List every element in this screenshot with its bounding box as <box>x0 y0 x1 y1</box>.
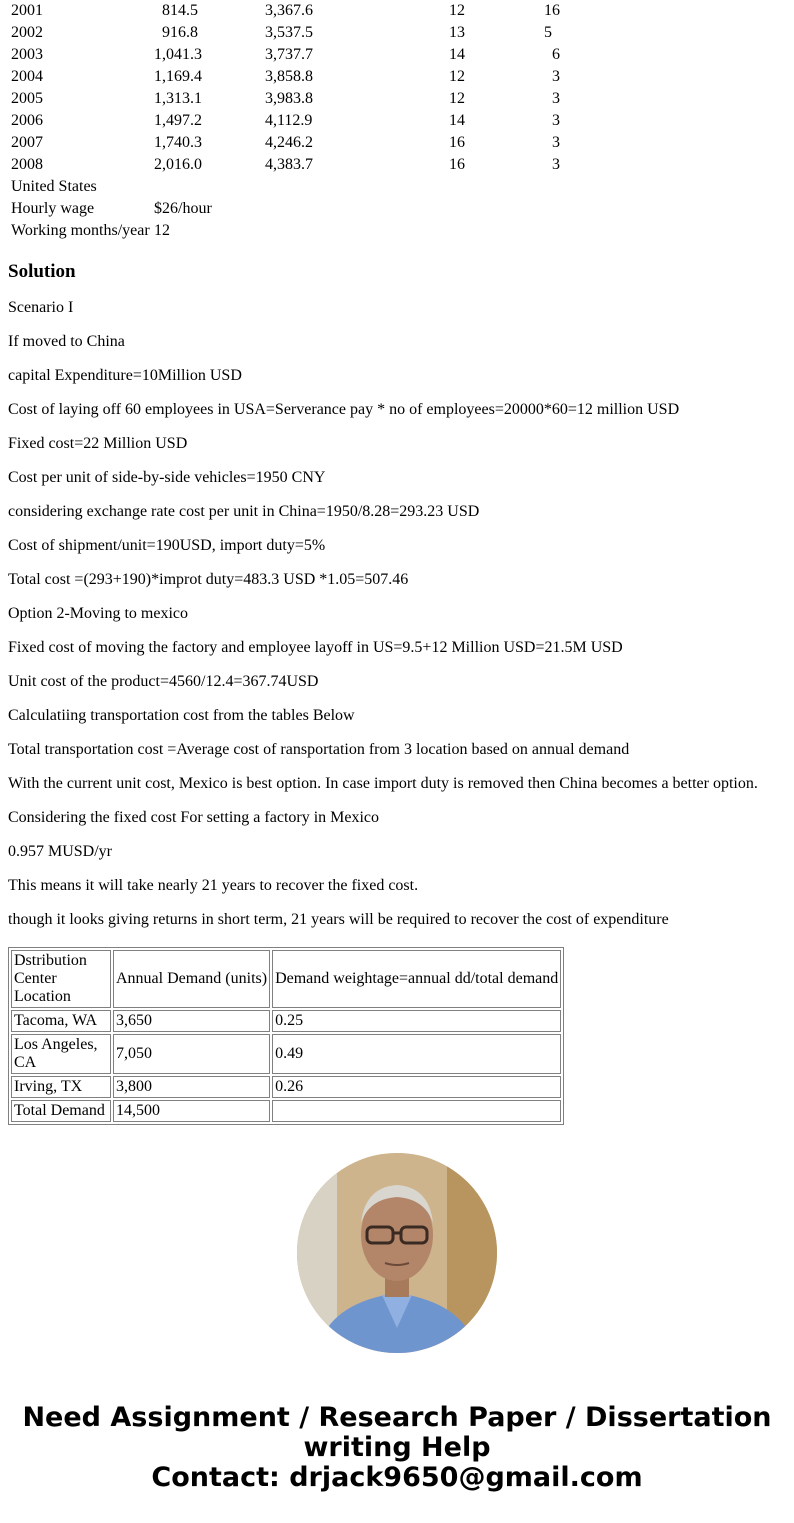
table-cell: Total Demand <box>11 1100 111 1122</box>
year-cell: 2008 <box>11 156 43 173</box>
value-cell: 4,383.7 <box>265 156 313 173</box>
footer-contact-email: Contact: drjack9650@gmail.com <box>151 1462 643 1493</box>
table-cell: 3,800 <box>113 1076 270 1098</box>
table-row <box>11 1100 561 1122</box>
value-cell: 814.5 <box>162 2 198 19</box>
table-cell: 0.25 <box>272 1010 561 1032</box>
table-cell <box>272 1100 561 1122</box>
country-label: United States <box>11 178 97 195</box>
value-cell: 1,041.3 <box>154 46 202 63</box>
value-cell: 16 <box>449 156 465 173</box>
value-cell: 1,169.4 <box>154 68 202 85</box>
value-cell: 3 <box>552 134 560 151</box>
table-row <box>11 1076 561 1098</box>
table-cell: Irving, TX <box>11 1076 111 1098</box>
solution-line: Scenario I <box>8 299 74 316</box>
solution-line: Cost of laying off 60 employees in USA=Serverance pay * no of employees=20000*60=12 million USD <box>8 401 680 418</box>
year-cell: 2001 <box>11 2 43 19</box>
value-cell: 3 <box>552 112 560 129</box>
wage-label: Hourly wage <box>11 200 95 217</box>
demand-table <box>8 947 564 1125</box>
value-cell: 3 <box>552 90 560 107</box>
table-row <box>11 1034 561 1074</box>
table-row <box>11 1010 561 1032</box>
value-cell: 3,983.8 <box>265 90 313 107</box>
solution-line: With the current unit cost, Mexico is best option. In case import duty is removed then China becomes a better option. <box>8 775 758 792</box>
solution-line: Fixed cost=22 Million USD <box>8 435 188 452</box>
value-cell: 4,246.2 <box>265 134 313 151</box>
value-cell: 12 <box>449 68 465 85</box>
solution-line: 0.957 MUSD/yr <box>8 843 113 860</box>
value-cell: 14 <box>449 46 465 63</box>
wage-value: $26/hour <box>154 200 212 217</box>
table-cell: 0.26 <box>272 1076 561 1098</box>
value-cell: 2,016.0 <box>154 156 202 173</box>
solution-line: Cost of shipment/unit=190USD, import duty=5% <box>8 537 326 554</box>
solution-line: Option 2-Moving to mexico <box>8 605 188 622</box>
table-cell: 14,500 <box>113 1100 270 1122</box>
solution-line: considering exchange rate cost per unit in China=1950/8.28=293.23 USD <box>8 503 480 520</box>
value-cell: 12 <box>449 90 465 107</box>
value-cell: 1,497.2 <box>154 112 202 129</box>
header-cell: Dstribution Center Location <box>11 950 111 1008</box>
table-cell: Tacoma, WA <box>11 1010 111 1032</box>
value-cell: 12 <box>449 2 465 19</box>
avatar-image <box>297 1153 497 1353</box>
footer-contact <box>0 1403 794 1493</box>
year-cell: 2003 <box>11 46 43 63</box>
solution-line: Cost per unit of side-by-side vehicles=1950 CNY <box>8 469 326 486</box>
header-cell: Demand weightage=annual dd/total demand <box>272 950 561 1008</box>
year-cell: 2004 <box>11 68 43 85</box>
author-avatar <box>297 1153 497 1353</box>
value-cell: 3 <box>552 68 560 85</box>
year-cell: 2007 <box>11 134 43 151</box>
months-label: Working months/year <box>11 222 150 239</box>
solution-line: Unit cost of the product=4560/12.4=367.74USD <box>8 673 319 690</box>
value-cell: 13 <box>449 24 465 41</box>
value-cell: 916.8 <box>162 24 198 41</box>
solution-line: Total transportation cost =Average cost of ransportation from 3 location based on annual demand <box>8 741 630 758</box>
value-cell: 3,858.8 <box>265 68 313 85</box>
table-cell: 0.49 <box>272 1034 561 1074</box>
solution-line: If moved to China <box>8 333 125 350</box>
solution-line: capital Expenditure=10Million USD <box>8 367 242 384</box>
value-cell: 6 <box>552 46 560 63</box>
table-cell: 7,050 <box>113 1034 270 1074</box>
year-cell: 2005 <box>11 90 43 107</box>
table-header-row <box>11 950 561 1008</box>
value-cell: 1,740.3 <box>154 134 202 151</box>
solution-line: Fixed cost of moving the factory and employee layoff in US=9.5+12 Million USD=21.5M USD <box>8 639 623 656</box>
footer-line: writing Help <box>303 1432 491 1463</box>
value-cell: 14 <box>449 112 465 129</box>
value-cell: 4,112.9 <box>265 112 313 129</box>
solution-line: though it looks giving returns in short term, 21 years will be required to recover the cost of expenditure <box>8 911 669 928</box>
year-cell: 2002 <box>11 24 43 41</box>
solution-heading: Solution <box>8 261 76 282</box>
value-cell: 1,313.1 <box>154 90 202 107</box>
solution-line: Total cost =(293+190)*improt duty=483.3 USD *1.05=507.46 <box>8 571 409 588</box>
value-cell: 3,367.6 <box>265 2 313 19</box>
solution-line: Calculatiing transportation cost from the tables Below <box>8 707 355 724</box>
value-cell: 3 <box>552 156 560 173</box>
value-cell: 16 <box>449 134 465 151</box>
value-cell: 3,737.7 <box>265 46 313 63</box>
table-cell: 3,650 <box>113 1010 270 1032</box>
value-cell: 5 <box>544 24 552 41</box>
value-cell: 16 <box>544 2 560 19</box>
value-cell: 3,537.5 <box>265 24 313 41</box>
year-cell: 2006 <box>11 112 43 129</box>
solution-body <box>8 299 788 945</box>
solution-line: Considering the fixed cost For setting a factory in Mexico <box>8 809 380 826</box>
months-value: 12 <box>154 222 170 239</box>
header-cell: Annual Demand (units) <box>113 950 270 1008</box>
footer-line: Need Assignment / Research Paper / Dissertation <box>22 1402 772 1433</box>
table-cell: Los Angeles, CA <box>11 1034 111 1074</box>
solution-line: This means it will take nearly 21 years to recover the fixed cost. <box>8 877 419 894</box>
